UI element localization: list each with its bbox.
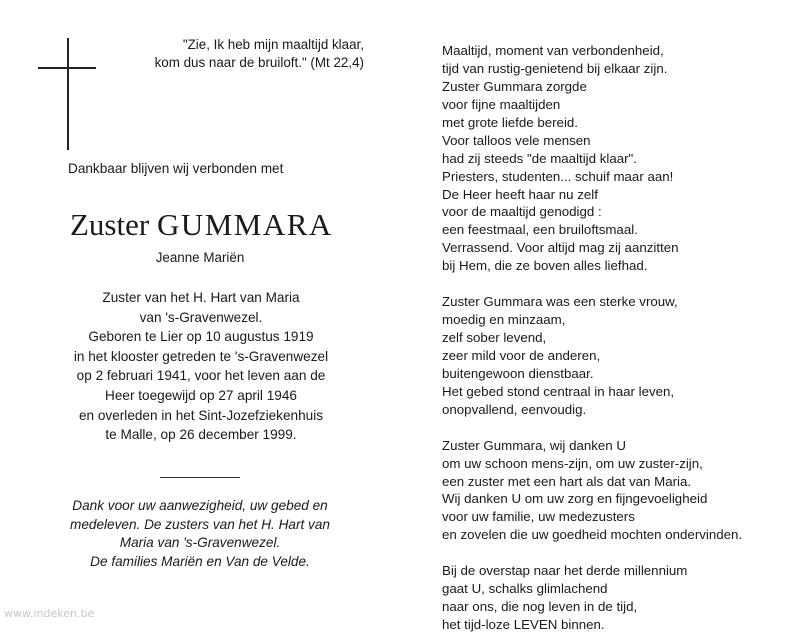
poem-line: om uw schoon mens-zijn, om uw zuster-zijn, (442, 455, 703, 471)
poem-line: zelf sober levend, (442, 330, 547, 345)
poem-line: moedig en minzaam, (442, 312, 566, 328)
cross-icon-bar (38, 67, 96, 69)
deceased-name (70, 207, 332, 243)
quote-line: "Zie, Ik heb mijn maaltijd klaar, (182, 37, 364, 52)
name-title: Zuster (70, 207, 150, 242)
bio-line: en overleden in het Sint-Jozefziekenhuis (78, 407, 324, 423)
poem-line: buitengewoon dienstbaar. (442, 365, 594, 381)
bio-line: Heer toegewijd op 27 april 1946 (105, 387, 297, 403)
poem-line: Wij danken U om uw zorg en fijngevoeligheid (442, 491, 708, 507)
poem-line: onopvallend, eenvoudig. (442, 401, 587, 417)
cross-icon (67, 38, 69, 150)
poem-line: Bij de overstap naar het derde millennium (442, 563, 688, 579)
poem-line: Zuster Gummara was een sterke vrouw, (442, 294, 678, 310)
poem-stanza (442, 437, 782, 545)
poem-line: en zovelen die uw goedheid mochten ondervinden. (442, 527, 743, 543)
divider (160, 477, 240, 478)
poem-line: Verrassend. Voor altijd mag zij aanzitten (442, 240, 679, 256)
poem-line: een feestmaal, een bruiloftsmaal. (442, 222, 638, 238)
poem-line: het tijd-loze LEVEN binnen. (442, 617, 605, 632)
poem-line: bij Hem, die ze boven alles liefhad. (442, 258, 648, 274)
bible-quote (130, 36, 364, 72)
poem-line: naar ons, die nog leven in de tijd, (442, 599, 638, 615)
quote-line: kom dus naar de bruiloft." (Mt 22,4) (154, 55, 364, 70)
bio-line: Geboren te Lier op 10 augustus 1919 (88, 329, 314, 345)
bio-line: te Malle, op 26 december 1999. (105, 427, 297, 443)
thanks-line: Dank voor uw aanwezigheid, uw gebed en (72, 498, 328, 513)
bio-line: in het klooster getreden te 's-Gravenwezel (73, 348, 329, 364)
watermark: www.indeken.be (4, 607, 95, 620)
poem-line: met grote liefde bereid. (442, 114, 579, 130)
poem-line: tijd van rustig-genietend bij elkaar zijn. (442, 60, 668, 76)
poem-line: Maaltijd, moment van verbondenheid, (442, 43, 664, 58)
thanks-line: Maria van 's-Gravenwezel. (119, 535, 281, 550)
poem-line: gaat U, schalks glimlachend (442, 581, 608, 597)
thanks-line: De families Mariën en Van de Velde. (90, 553, 310, 569)
bio-line: Zuster van het H. Hart van Maria (102, 290, 300, 305)
bio-line: op 2 februari 1941, voor het leven aan de (76, 368, 326, 384)
poem-line: Zuster Gummara, wij danken U (442, 437, 627, 453)
poem-line: zeer mild voor de anderen, (442, 347, 601, 363)
poem-stanza (442, 562, 782, 634)
poem-line: voor fijne maaltijden (442, 96, 561, 112)
poem-line: had zij steeds "de maaltijd klaar". (442, 150, 637, 166)
name-religious: GUMMARA (156, 207, 333, 242)
poem-line: Priesters, studenten... schuif maar aan! (442, 168, 674, 184)
poem-line: Zuster Gummara zorgde (442, 78, 587, 94)
poem (442, 42, 782, 634)
poem-line: voor de maaltijd genodigd : (442, 204, 602, 220)
thanks-text (30, 497, 370, 571)
poem-stanza (442, 293, 782, 419)
poem-line: voor uw familie, uw medezusters (442, 509, 635, 525)
poem-line: Voor talloos vele mensen (442, 132, 591, 148)
bio-line: van 's-Gravenwezel. (139, 309, 263, 325)
poem-line: De Heer heeft haar nu zelf (442, 186, 598, 202)
intro-text: Dankbaar blijven wij verbonden met (68, 161, 284, 176)
thanks-line: medeleven. De zusters van het H. Hart van (70, 516, 330, 532)
poem-stanza (442, 42, 782, 275)
biography (40, 288, 362, 445)
poem-line: een zuster met een hart als dat van Maria. (442, 473, 692, 489)
birth-name: Jeanne Mariën (155, 250, 245, 265)
poem-line: Het gebed stond centraal in haar leven, (442, 383, 675, 399)
